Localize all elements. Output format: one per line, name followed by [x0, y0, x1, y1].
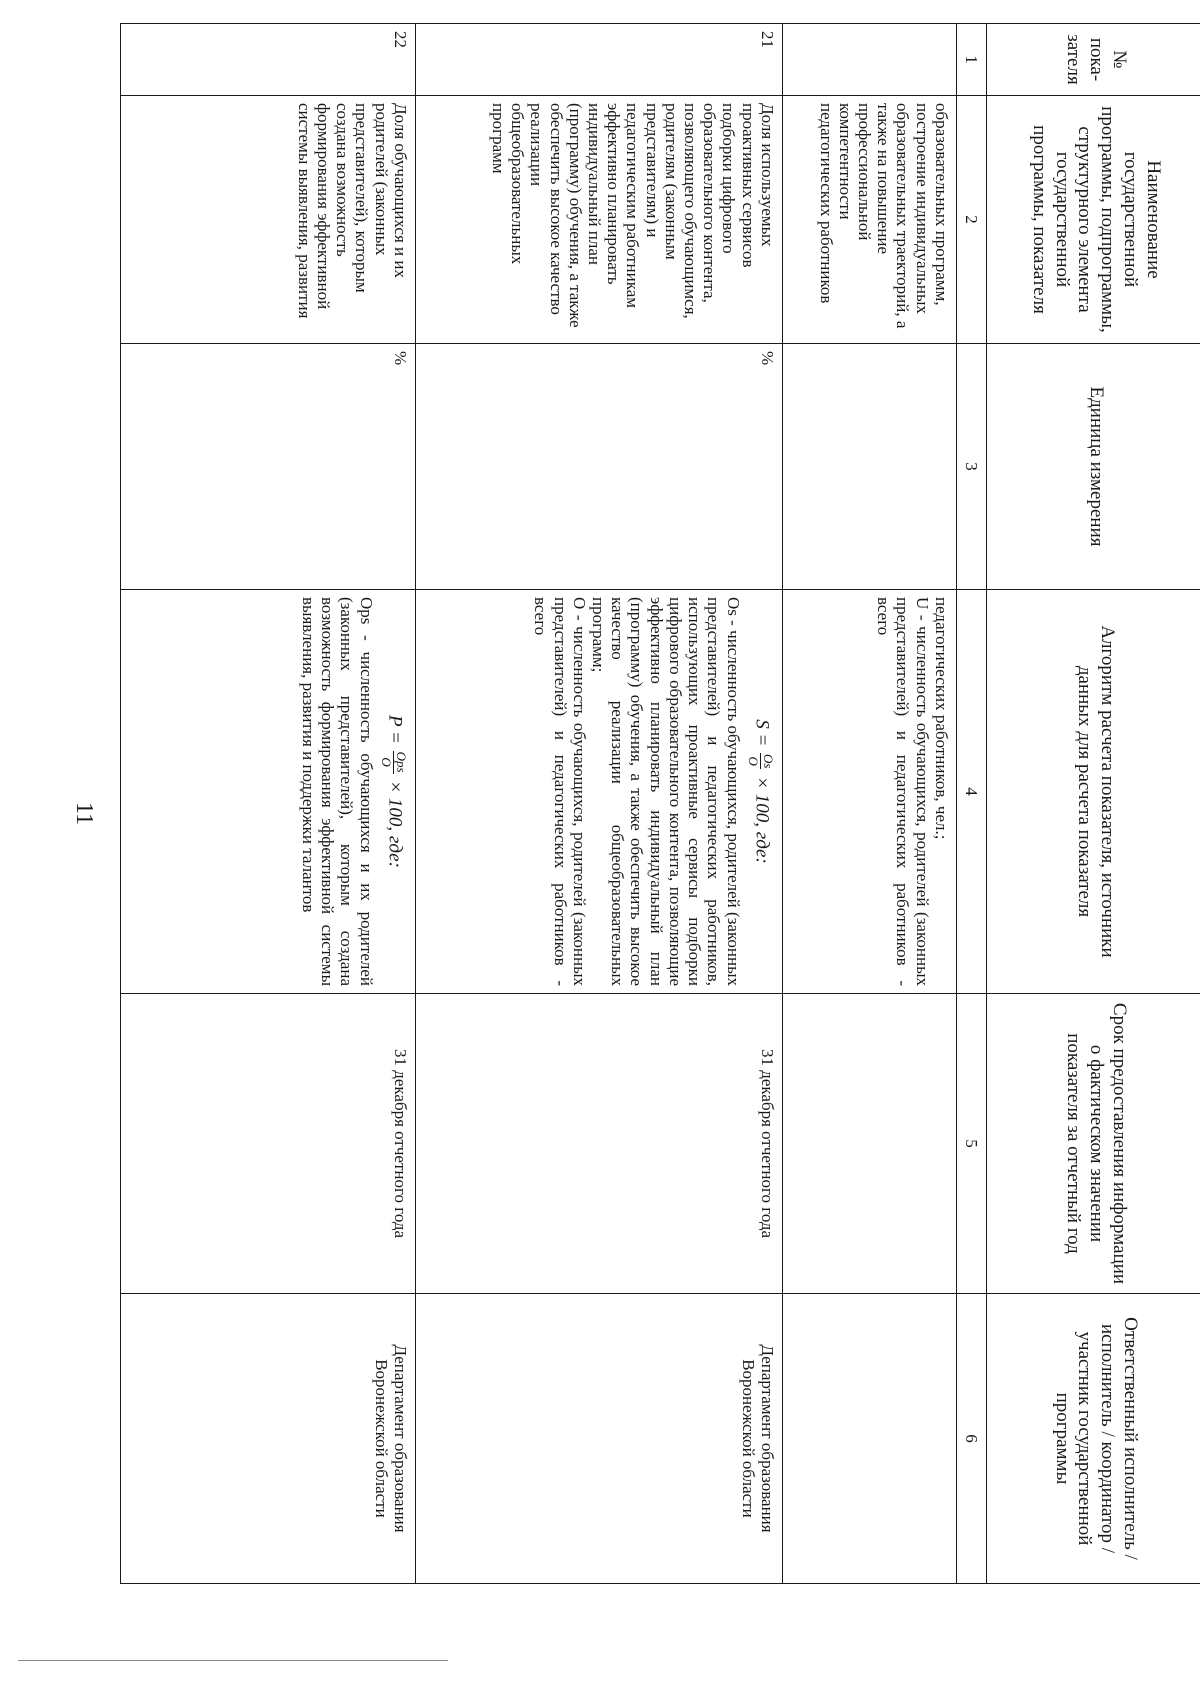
- algorithm-text: Ops - численность обучающихся и их родителей (законных представителей), которым создана возможность формирования эффективной системы выявления, развития и поддержки талантов: [298, 597, 376, 986]
- indicator-algorithm: [782, 590, 956, 994]
- indicator-deadline: 31 декабря отчетного года: [415, 994, 782, 1294]
- formula: [747, 597, 775, 986]
- indicator-deadline: [782, 994, 956, 1294]
- indicator-responsible: Департамент образования Воронежской области: [415, 1294, 782, 1584]
- indicator-name: образовательных программ, построение индивидуальных образовательных траекторий, а также на повышение профессиональной компетентности педагогических работников: [782, 96, 956, 344]
- header-number: № пока-зателя: [987, 24, 1200, 96]
- algorithm-text: педагогических работников, чел.;: [931, 597, 951, 840]
- footer-rule: [18, 1660, 448, 1661]
- column-number: 3: [956, 344, 986, 590]
- formula-rhs: × 100, где:: [751, 776, 773, 864]
- formula-numerator: Os: [760, 754, 776, 769]
- header-algorithm: Алгоритм расчета показателя, источники данных для расчета показателя: [987, 590, 1200, 994]
- indicator-responsible: Департамент образования Воронежской области: [121, 1294, 416, 1584]
- indicator-name: Доля обучающихся и их родителей (законных представителей), которым создана возможность формирования эффективной системы выявления, развития: [121, 96, 416, 344]
- indicator-unit: %: [121, 344, 416, 590]
- algorithm-text: U - численность обучающихся, родителей (законных представителей) и педагогических работников - всего: [874, 597, 932, 986]
- table-row: [121, 24, 416, 1584]
- column-number: 6: [956, 1294, 986, 1584]
- table-row: [782, 24, 956, 1584]
- header-unit: Единица измерения: [987, 344, 1200, 590]
- indicators-table: [120, 23, 1200, 1584]
- formula-numerator: Ops: [393, 751, 409, 773]
- indicator-algorithm: [415, 590, 782, 994]
- algorithm-text: Os - численность обучающихся, родителей (законных представителей) и педагогических работников, использующих проактивные сервисы подборки цифрового образовательного контента, позволяющие эффективно планировать индивидуальный план (программу) обучения, а также обеспечить высокое качество реализации общеобразовательных программ;: [589, 597, 743, 986]
- column-number: 1: [956, 24, 986, 96]
- formula-denominator: O: [746, 756, 762, 766]
- page-number: 11: [71, 801, 98, 826]
- formula-denominator: O: [379, 757, 395, 767]
- column-number-row: [956, 24, 986, 1584]
- column-number: 2: [956, 96, 986, 344]
- algorithm-text: O - численность обучающихся, родителей (законных представителей) и педагогических работников - всего: [531, 597, 589, 986]
- indicator-unit: [782, 344, 956, 590]
- formula: [380, 597, 408, 986]
- header-deadline: Срок предоставления информации о фактическом значении показателя за отчетный год: [987, 994, 1200, 1294]
- column-number: 4: [956, 590, 986, 994]
- formula-lhs: S =: [751, 719, 773, 747]
- formula-fraction: [380, 751, 408, 774]
- table-rotated-container: [120, 23, 1200, 1583]
- row-number: 22: [121, 24, 416, 96]
- formula-rhs: × 100, где:: [384, 780, 406, 868]
- formula-lhs: P =: [384, 715, 406, 744]
- formula-fraction: [747, 753, 775, 769]
- indicator-unit: %: [415, 344, 782, 590]
- table-header-row: [987, 24, 1200, 1584]
- header-name: Наименование государственной программы, подпрограммы, структурного элемента государственной программы, показателя: [987, 96, 1200, 344]
- row-number: 21: [415, 24, 782, 96]
- indicator-algorithm: [121, 590, 416, 994]
- table-row: [415, 24, 782, 1584]
- indicator-responsible: [782, 1294, 956, 1584]
- row-number: [782, 24, 956, 96]
- indicator-name: Доля используемых проактивных сервисов подборки цифрового образовательного контента, позволяющего обучающимся, родителям (законным представителям) и педагогическим работникам эффективно планировать индивидуальный план (программу) обучения, а также обеспечить высокое качество реализации общеобразовательных программ: [415, 96, 782, 344]
- header-responsible: Ответственный исполнитель / исполнитель / координатор / участник государственной программы: [987, 1294, 1200, 1584]
- indicator-deadline: 31 декабря отчетного года: [121, 994, 416, 1294]
- column-number: 5: [956, 994, 986, 1294]
